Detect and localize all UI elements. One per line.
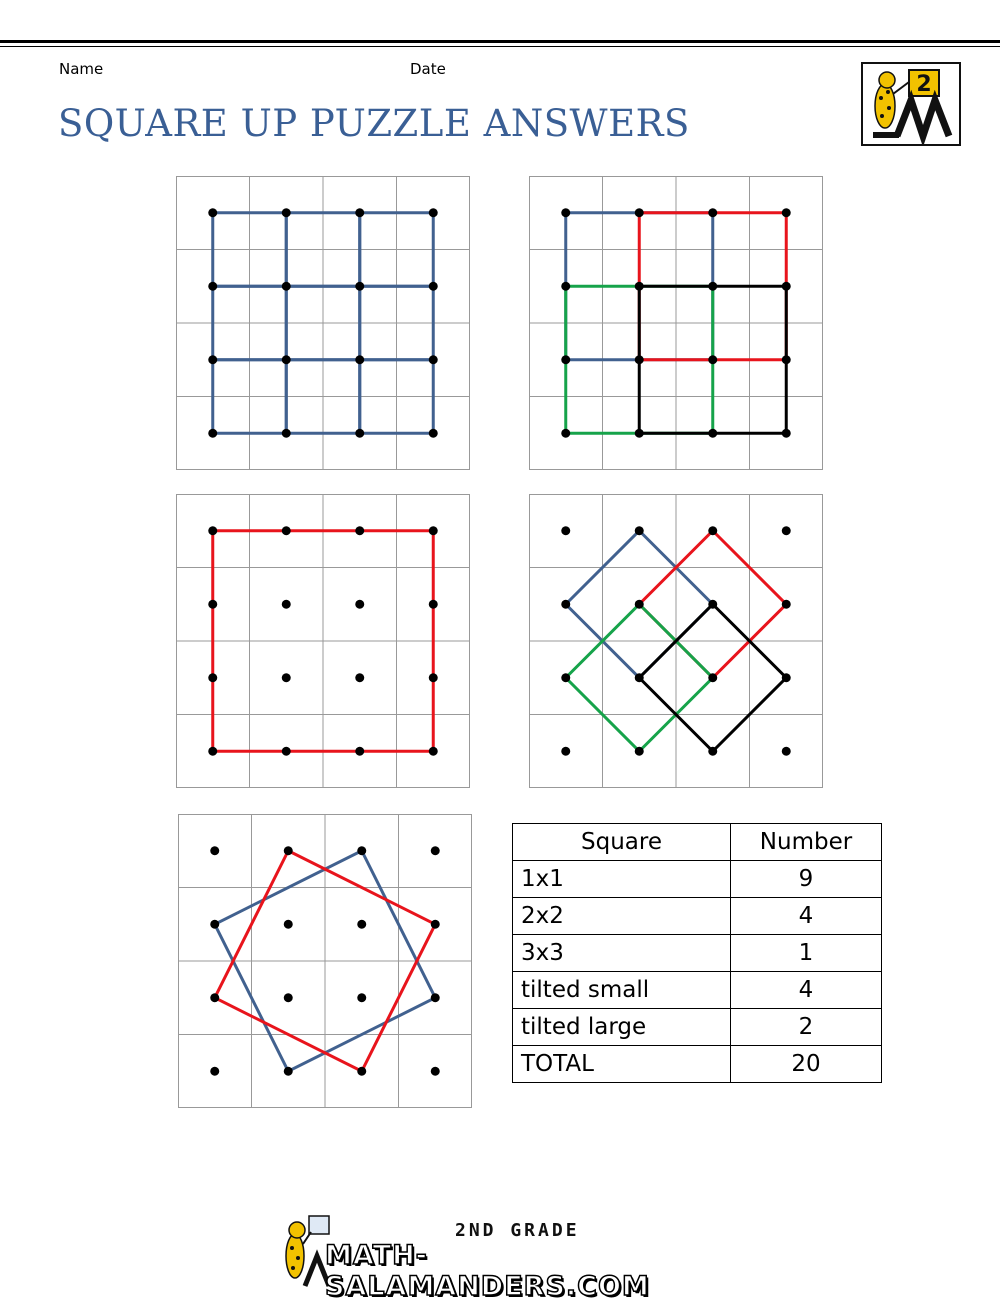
grid-dot: [782, 355, 791, 364]
table-header-row: [513, 824, 882, 861]
grid-dot: [429, 600, 438, 609]
grid-dot: [782, 282, 791, 291]
grid-dot: [635, 673, 644, 682]
grid-dot: [210, 1067, 219, 1076]
grid-dot: [782, 747, 791, 756]
row-count: 4: [731, 972, 882, 1009]
grid-dot: [282, 429, 291, 438]
grid-dot: [561, 355, 570, 364]
grid-dot: [561, 526, 570, 535]
header-square: Square: [513, 824, 731, 861]
grid-dot: [431, 920, 440, 929]
grid-dot: [708, 355, 717, 364]
top-rule-thin: [0, 46, 1000, 47]
grid-dot: [210, 993, 219, 1002]
grid-dot: [282, 747, 291, 756]
grid-dot: [282, 526, 291, 535]
grid-dot: [210, 920, 219, 929]
page-title: SQUARE UP PUZZLE ANSWERS: [58, 102, 690, 145]
grid-dot: [208, 282, 217, 291]
row-label: 1x1: [513, 861, 731, 898]
grid-dot: [284, 920, 293, 929]
grid-dot: [708, 600, 717, 609]
grid-dot: [782, 526, 791, 535]
grid-dot: [431, 1067, 440, 1076]
grid-dot: [635, 747, 644, 756]
grid-dot: [282, 600, 291, 609]
grid-dot: [284, 846, 293, 855]
grid-dot: [635, 526, 644, 535]
grid-dot: [708, 747, 717, 756]
grid-dot: [282, 673, 291, 682]
puzzle-the-3x3-square: [176, 494, 470, 788]
grid-dot: [208, 747, 217, 756]
puzzle-tilted-large-squares: [178, 814, 472, 1108]
grid-dot: [355, 208, 364, 217]
name-label: Name: [59, 60, 104, 78]
grid-dot: [284, 1067, 293, 1076]
puzzle-all-2x2-squares: [529, 176, 823, 470]
table-row: [513, 972, 882, 1009]
row-count: 9: [731, 861, 882, 898]
grid-dot: [561, 747, 570, 756]
grid-dot: [208, 208, 217, 217]
footer-site-link[interactable]: MATH-SALAMANDERS.COM: [325, 1240, 650, 1302]
grid-dot: [708, 208, 717, 217]
grid-dot: [429, 747, 438, 756]
row-label: TOTAL: [513, 1046, 731, 1083]
grid-dot: [357, 993, 366, 1002]
salamander-logo-icon: [863, 64, 959, 144]
grid-dot: [208, 429, 217, 438]
grid-dot: [561, 282, 570, 291]
grid-dot: [429, 208, 438, 217]
grid-dot: [782, 429, 791, 438]
row-label: tilted large: [513, 1009, 731, 1046]
row-count: 20: [731, 1046, 882, 1083]
grid-dot: [208, 673, 217, 682]
footer-logo[interactable]: [275, 1210, 735, 1302]
answers-table: [512, 823, 882, 1083]
salamander-mascot-icon: [275, 1210, 331, 1290]
grid-dot: [561, 429, 570, 438]
logo: [861, 62, 961, 146]
grid-dot: [208, 355, 217, 364]
grid-dot: [708, 673, 717, 682]
grid-dot: [355, 747, 364, 756]
grid-dot: [282, 355, 291, 364]
grid-dot: [210, 846, 219, 855]
grid-dot: [635, 208, 644, 217]
grid-dot: [429, 429, 438, 438]
grid-dot: [357, 920, 366, 929]
grid-dot: [429, 673, 438, 682]
table-row: [513, 898, 882, 935]
row-label: 2x2: [513, 898, 731, 935]
header-number: Number: [731, 824, 882, 861]
table-row-total: [513, 1046, 882, 1083]
grid-dot: [208, 526, 217, 535]
puzzle-tilted-small-squares: [529, 494, 823, 788]
row-count: 2: [731, 1009, 882, 1046]
grid-dot: [282, 282, 291, 291]
grid-dot: [429, 526, 438, 535]
grid-dot: [635, 600, 644, 609]
grid-dot: [355, 673, 364, 682]
grid-dot: [635, 282, 644, 291]
date-label: Date: [410, 60, 446, 78]
grid-dot: [355, 429, 364, 438]
grid-dot: [282, 208, 291, 217]
grid-dot: [357, 846, 366, 855]
grid-dot: [708, 282, 717, 291]
grid-dot: [429, 282, 438, 291]
grid-dot: [208, 600, 217, 609]
grid-dot: [561, 673, 570, 682]
grid-dot: [355, 600, 364, 609]
grid-dot: [429, 355, 438, 364]
grid-dot: [708, 429, 717, 438]
grid-dot: [782, 673, 791, 682]
grid-dot: [355, 282, 364, 291]
row-count: 4: [731, 898, 882, 935]
grid-dot: [431, 993, 440, 1002]
grid-dot: [284, 993, 293, 1002]
logo-badge: 2: [916, 72, 932, 97]
row-count: 1: [731, 935, 882, 972]
grid-dot: [355, 526, 364, 535]
grid-dot: [782, 208, 791, 217]
grid-dot: [782, 600, 791, 609]
grid-dot: [431, 846, 440, 855]
grid-dot: [357, 1067, 366, 1076]
top-rule: [0, 40, 1000, 43]
puzzle-all-1x1-squares: [176, 176, 470, 470]
row-label: tilted small: [513, 972, 731, 1009]
table-row: [513, 1009, 882, 1046]
row-label: 3x3: [513, 935, 731, 972]
grid-dot: [355, 355, 364, 364]
table-row: [513, 861, 882, 898]
grid-dot: [635, 429, 644, 438]
grid-dot: [561, 208, 570, 217]
grid-dot: [708, 526, 717, 535]
grid-dot: [635, 355, 644, 364]
table-row: [513, 935, 882, 972]
footer-grade: 2ND GRADE: [455, 1220, 580, 1241]
grid-dot: [561, 600, 570, 609]
